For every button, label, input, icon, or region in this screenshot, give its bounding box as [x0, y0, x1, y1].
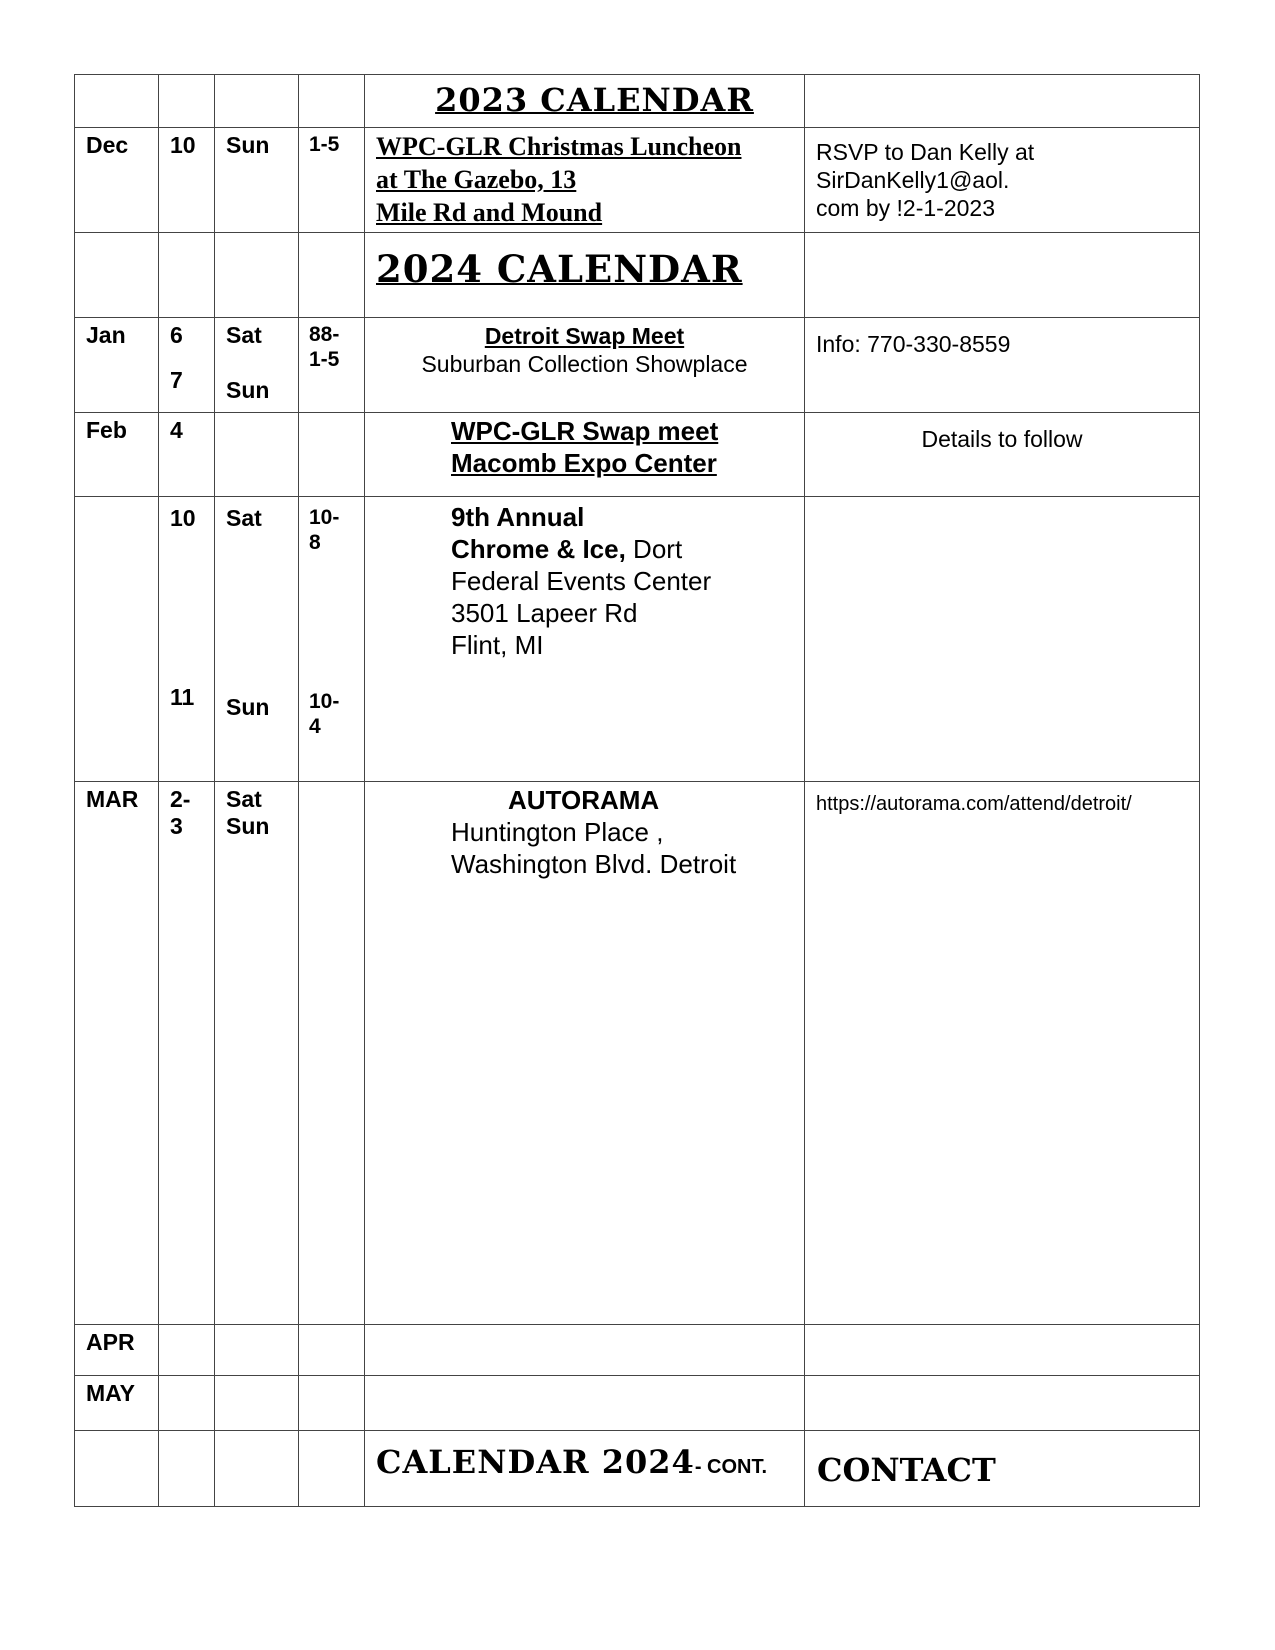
event-contact — [805, 782, 1200, 1325]
event-row-mar — [75, 782, 1200, 1325]
event-row-apr — [75, 1325, 1200, 1376]
time: 4 — [309, 715, 321, 738]
time: 8 — [309, 531, 321, 554]
weekday: Sun — [226, 813, 270, 839]
event-description — [365, 413, 805, 497]
header-2023: 2023 CALENDAR — [435, 81, 754, 119]
event-location: Macomb Expo Center — [451, 448, 717, 478]
header-cont-suffix: - CONT. — [694, 1456, 768, 1478]
header-2024-cont: CALENDAR 2024 — [376, 1443, 695, 1481]
contact-header: CONTACT — [817, 1451, 996, 1489]
day: 6 — [170, 322, 183, 348]
weekday: Sat — [226, 322, 262, 348]
event-title: AUTORAMA — [508, 785, 660, 815]
header-2024: 2024 CALENDAR — [376, 247, 743, 291]
contact-line: SirDanKelly1@aol. — [816, 167, 1010, 193]
weekday: Sat — [226, 505, 262, 531]
event-line: at The Gazebo, 13 — [376, 165, 577, 194]
month-dec: Dec — [86, 132, 129, 158]
header-row-2024-cont — [75, 1431, 1200, 1507]
day: 7 — [170, 367, 183, 393]
day: 3 — [170, 813, 183, 839]
event-line: Federal Events Center — [451, 566, 712, 596]
header-2023-cell — [365, 75, 805, 128]
weekday: Sun — [226, 132, 270, 158]
event-line: WPC-GLR Christmas Luncheon — [376, 132, 742, 161]
event-description — [365, 128, 805, 233]
event-title: Chrome & Ice, — [451, 534, 626, 564]
event-line: Huntington Place , — [451, 817, 664, 847]
day: 4 — [170, 417, 183, 443]
header-row-2024 — [75, 233, 1200, 318]
month-feb: Feb — [86, 417, 127, 443]
weekday: Sun — [226, 377, 270, 403]
event-row-dec — [75, 128, 1200, 233]
event-row-feb — [75, 413, 1200, 497]
day: 10 — [170, 505, 196, 531]
time: 88- — [309, 323, 340, 346]
month-may: MAY — [86, 1380, 135, 1406]
event-line: Flint, MI — [451, 630, 544, 660]
contact-line: RSVP to Dan Kelly at — [816, 139, 1035, 165]
event-description — [365, 497, 805, 782]
day: 10 — [170, 132, 196, 158]
month-apr: APR — [86, 1329, 135, 1355]
time: 10- — [309, 506, 340, 529]
event-line: 9th Annual — [451, 502, 585, 532]
event-description — [365, 782, 805, 1325]
header-2024-cont-cell — [365, 1431, 805, 1507]
month-mar: MAR — [86, 786, 139, 812]
event-row-may — [75, 1376, 1200, 1431]
time: 10- — [309, 690, 340, 713]
event-description — [365, 318, 805, 413]
event-title: WPC-GLR Swap meet — [451, 416, 719, 446]
event-location: Suburban Collection Showplace — [421, 351, 748, 377]
event-row-chrome-ice — [75, 497, 1200, 782]
header-row-2023 — [75, 75, 1200, 128]
contact-line: Info: 770-330-8559 — [816, 331, 1011, 357]
event-line: Mile Rd and Mound — [376, 198, 603, 227]
contact-line: Details to follow — [921, 426, 1083, 452]
weekday: Sat — [226, 786, 262, 812]
weekday: Sun — [226, 694, 270, 720]
day: 2- — [170, 786, 191, 812]
event-contact — [805, 128, 1200, 233]
contact-header-cell — [805, 1431, 1200, 1507]
event-contact — [805, 318, 1200, 413]
header-2024-cell — [365, 233, 805, 318]
event-line: 3501 Lapeer Rd — [451, 598, 638, 628]
time: 1-5 — [309, 133, 340, 156]
event-link[interactable]: https://autorama.com/attend/detroit/ — [816, 793, 1132, 815]
event-line: Dort — [625, 534, 683, 564]
month-jan: Jan — [86, 322, 126, 348]
event-row-jan — [75, 318, 1200, 413]
event-line: Washington Blvd. Detroit — [451, 849, 737, 879]
time: 1-5 — [309, 348, 340, 371]
event-title: Detroit Swap Meet — [484, 323, 685, 349]
day: 11 — [170, 684, 195, 710]
calendar-table — [74, 74, 1200, 1507]
contact-line: com by !2-1-2023 — [816, 195, 995, 221]
event-contact — [805, 413, 1200, 497]
